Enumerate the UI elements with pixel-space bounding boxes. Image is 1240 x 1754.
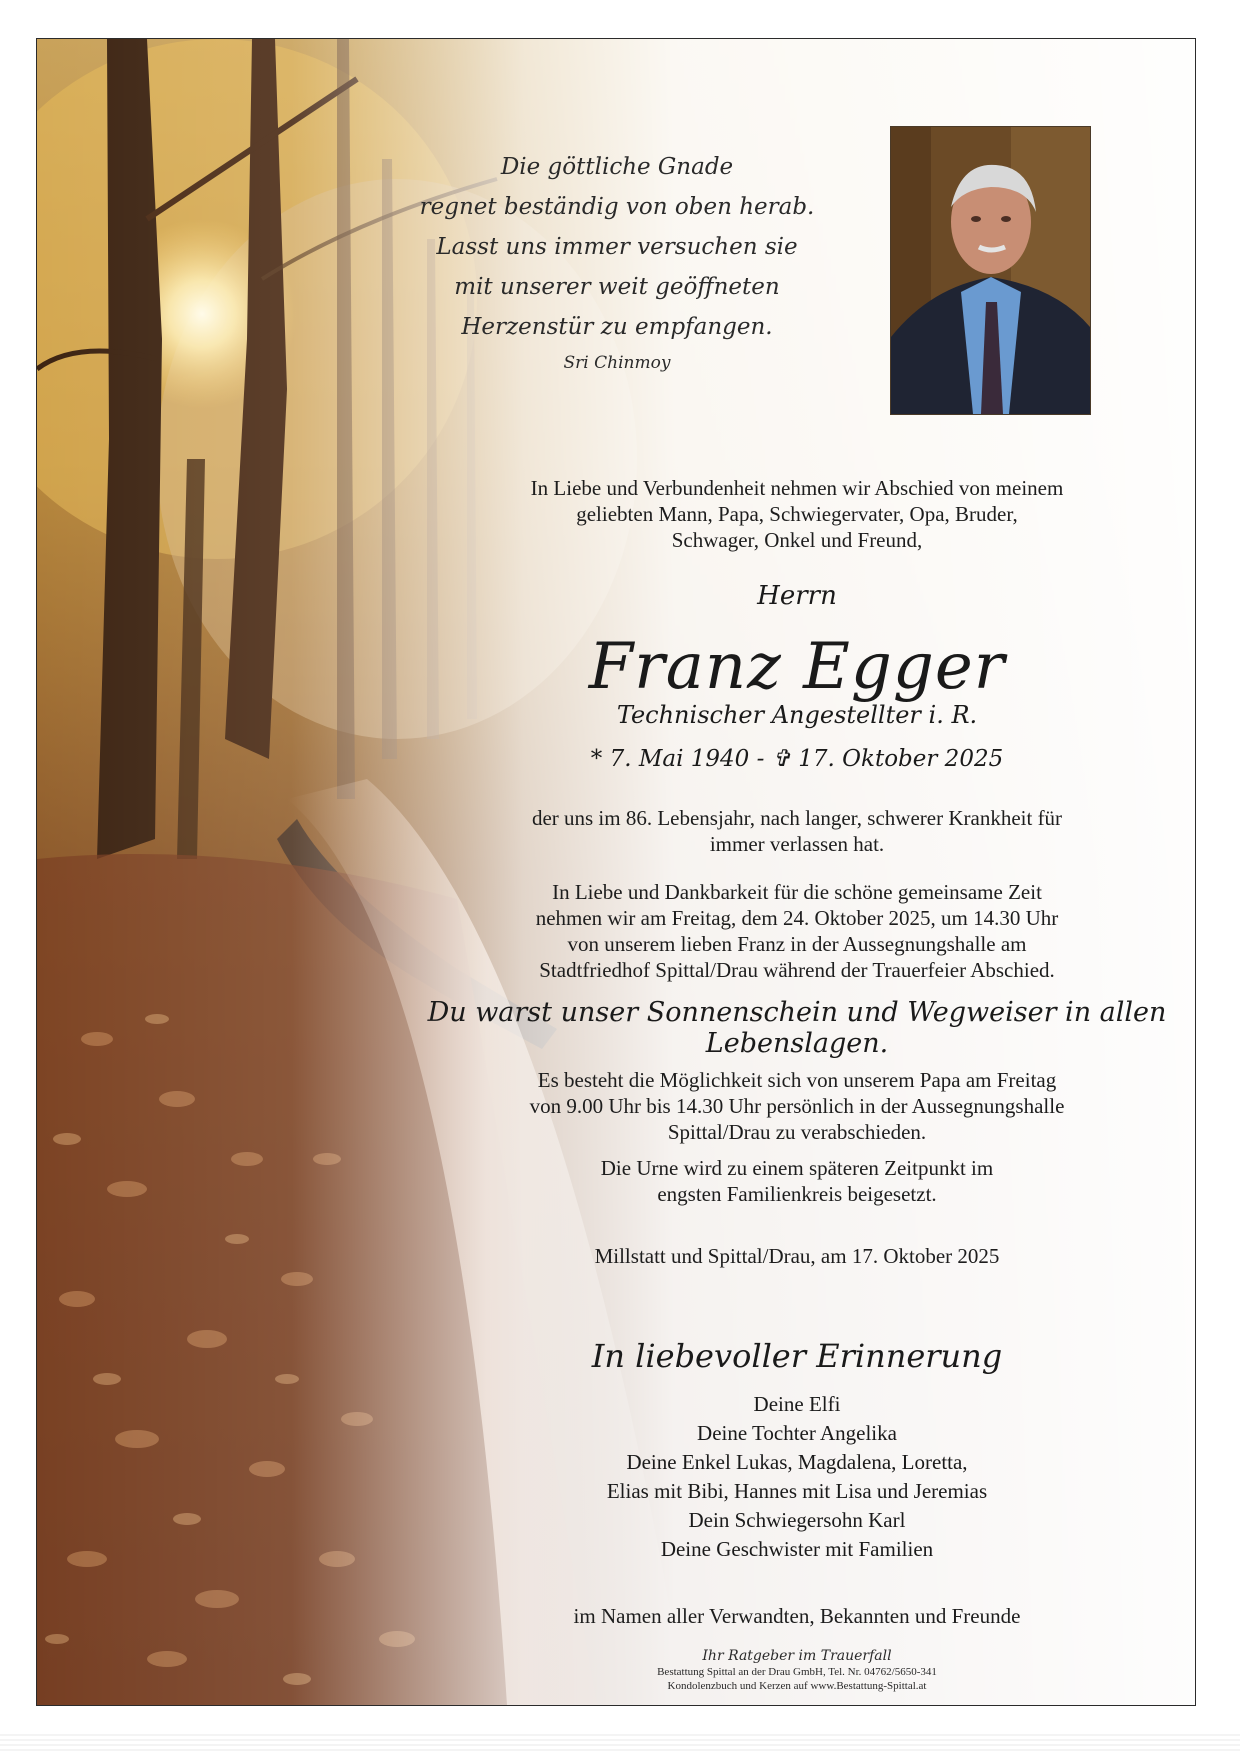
quote-author: Sri Chinmoy [563, 353, 671, 373]
life-dates: * 7. Mai 1940 - ✞ 17. Oktober 2025 [590, 746, 1004, 772]
closing-heading: In liebevoller Erinnerung [591, 1337, 1003, 1375]
portrait-photo [890, 126, 1091, 415]
footer-company: Bestattung Spittal an der Drau GmbH, Tel. Nr. 04762/5650-341 [657, 1666, 937, 1678]
ceremony-line: nehmen wir am Freitag, dem 24. Oktober 2025, um 14.30 Uhr [535, 906, 1059, 930]
quote-block [417, 147, 817, 377]
deceased-occupation: Technischer Angestellter i. R. [616, 701, 978, 729]
quote-line: Herzenstür zu empfangen. [461, 314, 773, 340]
mourner-line: Dein Schwiegersohn Karl [688, 1508, 906, 1532]
viewing-line: von 9.00 Uhr bis 14.30 Uhr persönlich in der Aussegnungshalle [529, 1094, 1065, 1118]
mourners-list [437, 1390, 1157, 1564]
urn-paragraph [437, 1155, 1157, 1207]
quote-line: regnet beständig von oben herab. [419, 194, 815, 220]
quote-line: mit unserer weit geöffneten [454, 274, 780, 300]
viewing-paragraph [437, 1067, 1157, 1145]
passing-line: immer verlassen hat. [709, 832, 885, 856]
footer-slogan: Ihr Ratgeber im Trauerfall [702, 1648, 892, 1664]
ceremony-line: Stadtfriedhof Spittal/Drau während der Trauerfeier Abschied. [539, 958, 1055, 982]
obituary-card [36, 38, 1196, 1706]
ceremony-paragraph [437, 879, 1157, 983]
mourner-line: Elias mit Bibi, Hannes mit Lisa und Jeremias [606, 1479, 988, 1503]
viewing-line: Es besteht die Möglichkeit sich von unserem Papa am Freitag [537, 1068, 1057, 1092]
scan-artifact [0, 1734, 1240, 1754]
intro-paragraph [437, 475, 1157, 553]
urn-line: engsten Familienkreis beigesetzt. [657, 1182, 937, 1206]
intro-line: geliebten Mann, Papa, Schwiegervater, Opa, Bruder, [576, 502, 1018, 526]
salutation: Herrn [757, 581, 837, 611]
urn-line: Die Urne wird zu einem späteren Zeitpunkt im [600, 1156, 994, 1180]
intro-line: In Liebe und Verbundenheit nehmen wir Abschied von meinem [530, 476, 1064, 500]
funeral-home-footer [437, 1647, 1157, 1693]
ceremony-line: In Liebe und Dankbarkeit für die schöne gemeinsame Zeit [552, 880, 1042, 904]
mourner-line: Deine Tochter Angelika [697, 1421, 897, 1445]
footer-online: Kondolenzbuch und Kerzen auf www.Bestattung-Spittal.at [667, 1680, 927, 1692]
motto: Du warst unser Sonnenschein und Wegweiser in allen Lebenslagen. [427, 997, 1167, 1059]
passing-line: der uns im 86. Lebensjahr, nach langer, schwerer Krankheit für [531, 806, 1063, 830]
mourner-line: Deine Geschwister mit Familien [660, 1537, 934, 1561]
place-date: Millstatt und Spittal/Drau, am 17. Oktober 2025 [594, 1244, 1000, 1268]
passing-paragraph [437, 805, 1157, 857]
mourner-line: Deine Enkel Lukas, Magdalena, Loretta, [626, 1450, 968, 1474]
closing-final-line: im Namen aller Verwandten, Bekannten und Freunde [573, 1604, 1021, 1628]
viewing-line: Spittal/Drau zu verabschieden. [667, 1120, 927, 1144]
quote-line: Die göttliche Gnade [500, 154, 734, 180]
mourner-line: Deine Elfi [753, 1392, 841, 1416]
ceremony-line: von unserem lieben Franz in der Aussegnungshalle am [567, 932, 1027, 956]
deceased-name: Franz Egger [588, 630, 1006, 704]
quote-line: Lasst uns immer versuchen sie [436, 234, 798, 260]
intro-line: Schwager, Onkel und Freund, [671, 528, 923, 552]
